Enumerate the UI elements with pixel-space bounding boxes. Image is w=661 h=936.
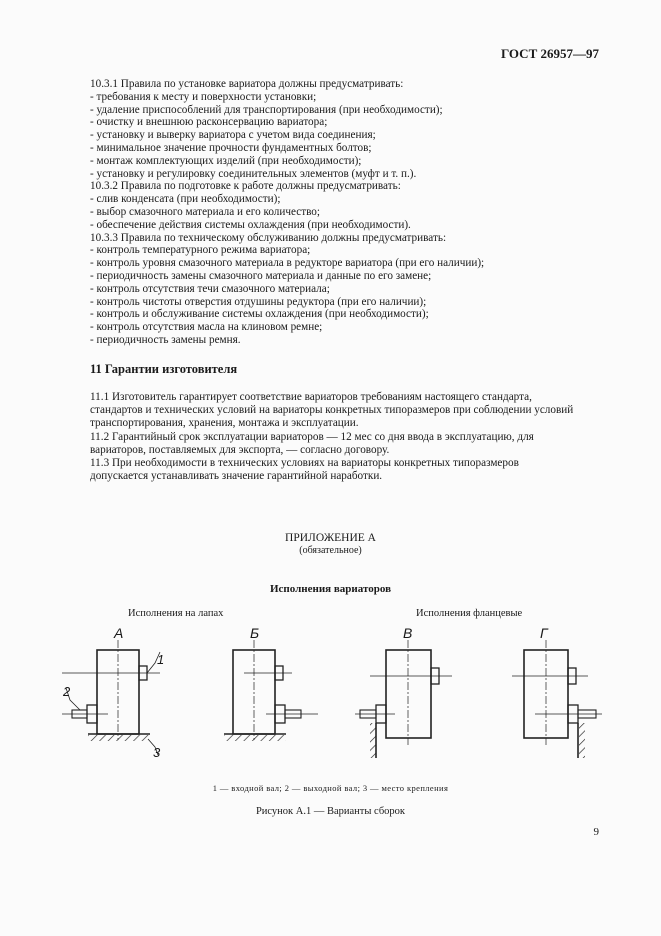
text-line: - установку и выверку вариатора с учетом вида соединения; (90, 129, 376, 142)
section-11-heading: 11 Гарантии изготовителя (90, 362, 238, 376)
callout-2: 2 (63, 684, 71, 699)
variant-b-drawing (224, 640, 318, 741)
text-line: - контроль и обслуживание системы охлаждения (при необходимости); (90, 308, 429, 321)
text-line: - контроль отсутствия масла на клиновом ремне; (90, 321, 323, 334)
variant-a-drawing (62, 640, 160, 755)
variant-label-b: Б (250, 625, 260, 641)
appendix-title: ПРИЛОЖЕНИЕ А (285, 532, 376, 544)
text-line: 10.3.3 Правила по техническому обслуживанию должны предусматривать: (90, 231, 447, 244)
text-line: - контроль температурного режима вариатора; (90, 244, 311, 257)
text-line: - слив конденсата (при необходимости); (90, 193, 281, 206)
group-label-flange: Исполнения фланцевые (416, 608, 523, 619)
appendix-subtitle: (обязательное) (299, 545, 362, 556)
text-line: 10.3.2 Правила по подготовке к работе должны предусматривать: (90, 180, 401, 193)
text-line: - обеспечение действия системы охлаждения (при необходимости). (90, 218, 411, 231)
text-line: транспортирования, хранения, монтажа и эксплуатации. (90, 417, 359, 429)
text-line: стандартов и технических условий на вариаторы конкретных типоразмеров при соблюдении условий (90, 404, 574, 416)
text-line: 11.2 Гарантийный срок эксплуатации вариаторов — 12 мес со дня ввода в эксплуатацию, для (90, 431, 534, 443)
text-line: - требования к месту и поверхности установки; (90, 90, 317, 103)
text-line: - периодичность замены смазочного материала и данные по его замене; (90, 269, 432, 282)
text-line: - минимальное значение прочности фундаментных болтов; (90, 141, 372, 154)
text-line: 10.3.1 Правила по установке вариатора должны предусматривать: (90, 78, 404, 90)
page-number: 9 (593, 826, 599, 838)
text-line: вариаторов, поставляемых для экспорта, — согласно договору. (90, 444, 390, 456)
variant-label-a: А (114, 625, 124, 641)
callout-1: 1 (157, 652, 165, 667)
text-line: - удаление приспособлений для транспортирования (при необходимости); (90, 103, 443, 116)
variant-label-v: В (403, 625, 413, 641)
variant-g-drawing (512, 640, 602, 758)
text-line: - периодичность замены ремня. (90, 333, 241, 346)
figure-title: Исполнения вариаторов (269, 583, 392, 595)
figure-legend: 1 — входной вал; 2 — выходной вал; 3 — место крепления (212, 783, 449, 793)
text-line: 11.1 Изготовитель гарантирует соответствие вариаторов требованиям настоящего стандарта, (90, 391, 532, 403)
figure-caption: Рисунок А.1 — Варианты сборок (255, 806, 406, 817)
variant-label-g: Г (540, 625, 548, 641)
text-line: - контроль чистоты отверстия отдушины редуктора (при его наличии); (90, 295, 427, 308)
text-line: - выбор смазочного материала и его количество; (90, 205, 320, 218)
group-label-feet: Исполнения на лапах (128, 608, 224, 619)
text-line: - установку и регулировку соединительных элементов (муфт и т. п.). (90, 167, 417, 180)
text-line: - контроль уровня смазочного материала в редукторе вариатора (при его наличии); (90, 257, 485, 270)
text-line: 11.3 При необходимости в технических условиях на вариаторы конкретных типоразмеров (90, 457, 519, 469)
document-code: ГОСТ 26957—97 (500, 46, 599, 61)
text-line: - монтаж комплектующих изделий (при необходимости); (90, 154, 362, 167)
text-line: - очистку и внешнюю расконсервацию вариатора; (90, 116, 328, 129)
callout-3: 3 (153, 745, 161, 760)
text-line: допускается устанавливать значение гарантийной наработки. (90, 470, 383, 482)
text-line: - контроль отсутствия течи смазочного материала; (90, 282, 330, 295)
variant-v-drawing (355, 640, 452, 758)
